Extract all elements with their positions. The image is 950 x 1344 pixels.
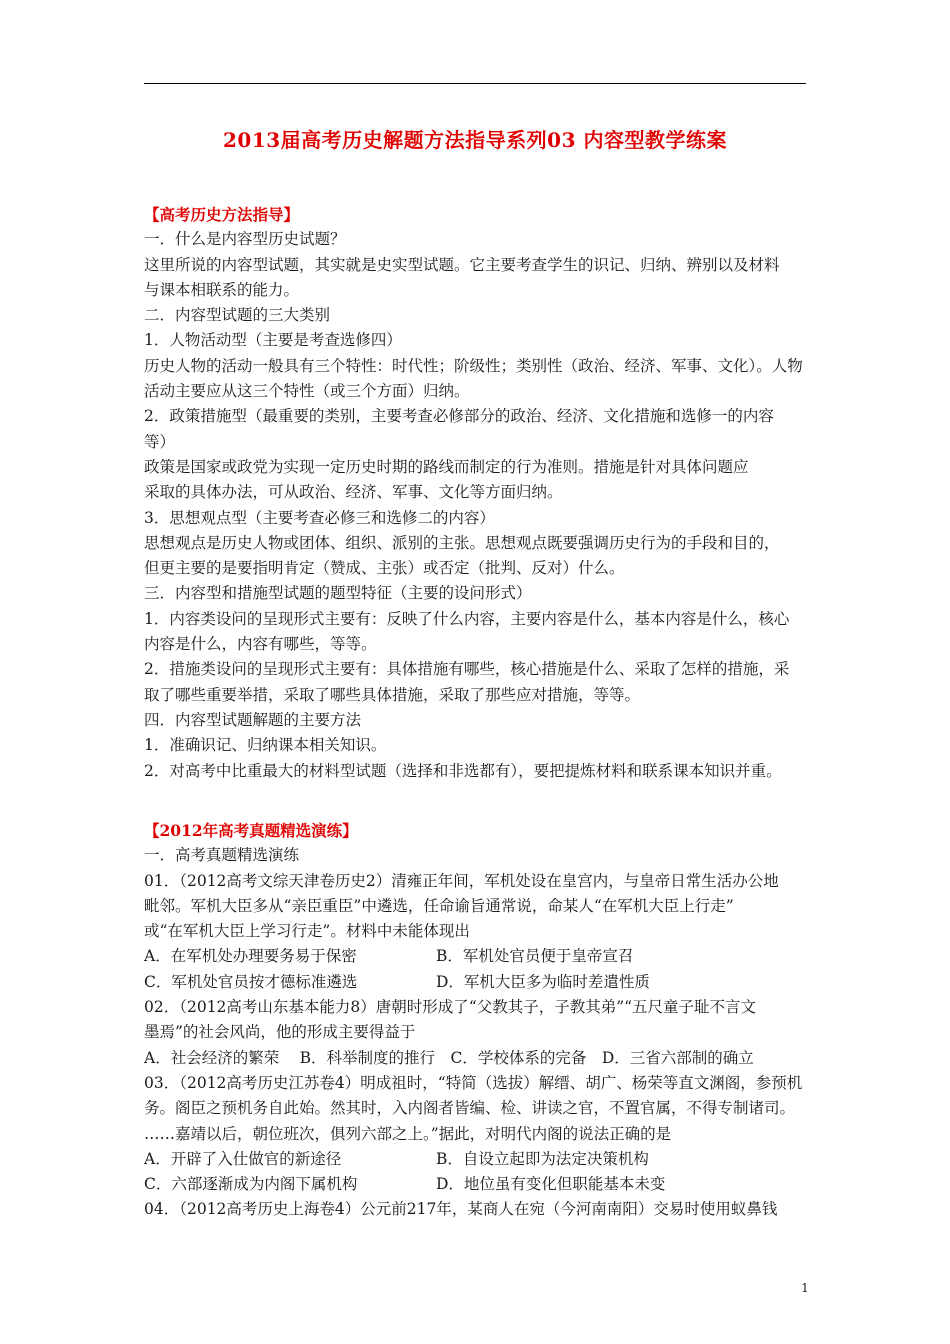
- question-text-line: 02．（2012高考山东基本能力8）唐朝时形成了“父教其子，子教其弟”“五尺童子耻不言文: [144, 998, 757, 1017]
- question-02: [144, 995, 808, 1071]
- paragraph-line: 采取的具体办法，可从政治、经济、军事、文化等方面归纳。: [144, 483, 563, 502]
- paragraph-line: 等）: [144, 432, 176, 451]
- option-a: A．开辟了入仕做官的新途径: [144, 1149, 342, 1168]
- section-intro: 一．高考真题精选演练: [144, 846, 300, 865]
- paragraph-line: 四．内容型试题解题的主要方法: [144, 710, 362, 729]
- option-b: B．军机处官员便于皇帝宣召: [436, 947, 634, 966]
- option-d: D．地位虽有变化但职能基本未变: [436, 1175, 666, 1194]
- question-text-line: 或“在军机大臣上学习行走”。材料中未能体现出: [144, 922, 470, 941]
- option-b: B．自设立起即为法定决策机构: [436, 1149, 649, 1168]
- paragraph-line: 与课本相联系的能力。: [144, 280, 300, 299]
- option-d: D．军机大臣多为临时差遣性质: [436, 972, 650, 991]
- question-text-line: ……嘉靖以后，朝位班次，俱列六部之上。”据此，对明代内阁的说法正确的是: [144, 1124, 672, 1143]
- paragraph-line: 二．内容型试题的三大类别: [144, 306, 331, 325]
- paragraph-line: 但更主要的是要指明肯定（赞成、主张）或否定（批判、反对）什么。: [144, 559, 625, 578]
- page-number: 1: [801, 1281, 809, 1295]
- paragraph-line: 2．政策措施型（最重要的类别，主要考查必修部分的政治、经济、文化措施和选修一的内容: [144, 407, 774, 426]
- paragraph-line: 内容是什么，内容有哪些，等等。: [144, 635, 377, 654]
- method-guide-heading: 【高考历史方法指导】: [144, 205, 300, 224]
- question-03: [144, 1071, 808, 1197]
- paragraph-line: 2．对高考中比重最大的材料型试题（选择和非选都有），要把提炼材料和联系课本知识并重。: [144, 761, 782, 780]
- paragraph-line: 一．什么是内容型历史试题？: [144, 230, 346, 249]
- paragraph-line: 活动主要应从这三个特性（或三个方面）归纳。: [144, 382, 470, 401]
- method-guide-section: [144, 202, 808, 784]
- paragraph-line: 1．准确识记、归纳课本相关知识。: [144, 736, 387, 755]
- paragraph-line: 3．思想观点型（主要考查必修三和选修二的内容）: [144, 508, 495, 527]
- paragraph-line: 2．措施类设问的呈现形式主要有：具体措施有哪些，核心措施是什么、采取了怎样的措施，采: [144, 660, 790, 679]
- question-text-line: 03．（2012高考历史江苏卷4）明成祖时，“特简（选拔）解缙、胡广、杨荣等直文渊阁，参预机: [144, 1073, 803, 1092]
- options-line: A．社会经济的繁荣 B．科举制度的推行 C．学校体系的完备 D．三省六部制的确立: [144, 1048, 754, 1067]
- paragraph-line: 思想观点是历史人物或团体、组织、派别的主张。思想观点既要强调历史行为的手段和目的，: [144, 533, 780, 552]
- document-title: 2013届高考历史解题方法指导系列03 内容型教学练案: [223, 128, 727, 152]
- paragraph-line: 政策是国家或政党为实现一定历史时期的路线而制定的行为准则。措施是针对具体问题应: [144, 457, 749, 476]
- option-c: C．六部逐渐成为内阁下属机构: [144, 1175, 358, 1194]
- question-text-line: 毗邻。军机大臣多从“亲臣重臣”中遴选，任命谕旨通常说，命某人“在军机大臣上行走”: [144, 896, 734, 915]
- question-text-line: 04．（2012高考历史上海卷4）公元前217年，某商人在宛（今河南南阳）交易时使用蚁鼻钱: [144, 1200, 778, 1219]
- question-text-line: 墨焉”的社会风尚，他的形成主要得益于: [144, 1023, 416, 1042]
- paragraph-line: 1．内容类设问的呈现形式主要有：反映了什么内容，主要内容是什么，基本内容是什么，核心: [144, 609, 790, 628]
- options-row: [144, 970, 808, 995]
- header-rule: [144, 83, 806, 84]
- options-row: [144, 944, 808, 969]
- paragraph-line: 取了哪些重要举措，采取了哪些具体措施，采取了那些应对措施，等等。: [144, 685, 641, 704]
- paragraph-line: 历史人物的活动一般具有三个特性：时代性；阶级性；类别性（政治、经济、军事、文化）。人物: [144, 356, 803, 375]
- option-a: A．在军机处办理要务易于保密: [144, 947, 357, 966]
- question-text-line: 01．（2012高考文综天津卷历史2）清雍正年间，军机处设在皇宫内，与皇帝日常生活办公地: [144, 871, 779, 890]
- question-01: [144, 869, 808, 995]
- paragraph-line: 这里所说的内容型试题，其实就是史实型试题。它主要考查学生的识记、归纳、辨别以及材料: [144, 255, 780, 274]
- question-04: [144, 1197, 808, 1222]
- options-row: [144, 1147, 808, 1172]
- options-row: [144, 1172, 808, 1197]
- exam-questions-section: [144, 818, 808, 1223]
- paragraph-line: 1．人物活动型（主要是考查选修四）: [144, 331, 402, 350]
- paragraph-line: 三．内容型和措施型试题的题型特征（主要的设问形式）: [144, 584, 532, 603]
- exam-questions-heading: 【2012年高考真题精选演练】: [144, 821, 358, 840]
- question-text-line: 务。阁臣之预机务自此始。然其时，入内阁者皆编、检、讲读之官，不置官属，不得专制诸司。: [144, 1099, 796, 1118]
- option-c: C．军机处官员按才德标准遴选: [144, 972, 358, 991]
